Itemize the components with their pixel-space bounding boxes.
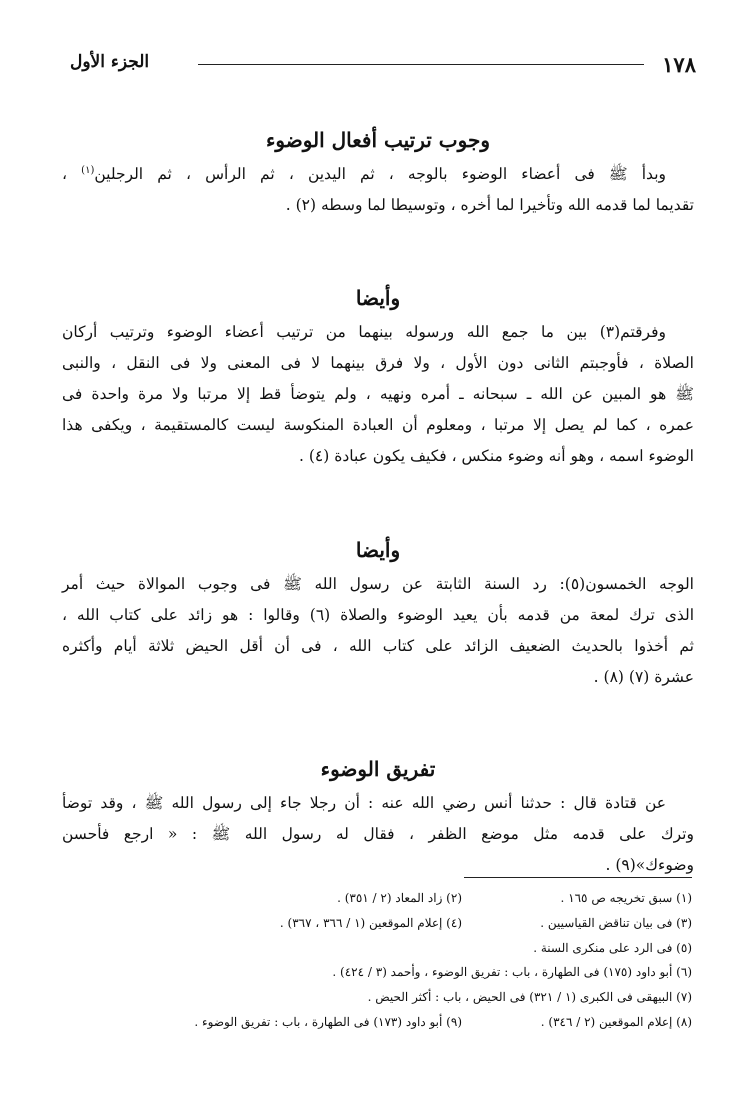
footnote-row [60,886,692,911]
footnote-row [60,911,692,936]
footnote: (١) سبق تخريجه ص ١٦٥ . [560,891,692,905]
text-line: وضوءك»(٩) . [605,856,694,874]
text-line: الصلاة ، فأوجبتم الثانى دون الأول ، ولا فرق بينهما لا فى المعنى ولا فى النقل ، والنبى [62,354,694,372]
text-line: وترك على قدمه مثل موضع الظفر ، فقال له رسول الله ﷺ : « ارجع فأحسن [62,825,694,843]
section-title: تفريق الوضوء [320,757,436,781]
footnote-row [60,1010,692,1035]
running-header [70,52,696,76]
section-also-2 [62,535,694,693]
paragraph [62,159,694,221]
footnote: (٢) زاد المعاد (٢ / ٣٥١) . [337,891,462,905]
footnote: (٣) فى بيان تناقض القياسيين . [540,915,692,930]
page-number: ١٧٨ [662,52,696,77]
footnote: (٤) إعلام الموقعين (١ / ٣٦٦ ، ٣٦٧) . [279,915,462,930]
footnotes [60,886,692,1035]
paragraph [62,317,694,472]
section-title: وأيضا [355,538,401,562]
section-separating-ablution [62,754,694,881]
text-line: ثم أخذوا بالحديث الضعيف الزائد على كتاب الله ، فى أن أقل الحيض ثلاثة أيام وأكثره [62,637,694,655]
header-rule [198,64,644,65]
text-line: عمره ، كما لم يصل إلا مرتبا ، ومعلوم أن العبادة المنكوسة ليست كالمستقيمة ، ويكفى هذا [62,416,694,434]
footnote-ref: (٢) [295,196,317,214]
footnote: (٧) البيهقى فى الكبرى (١ / ٣٢١) فى الحيض ، باب : أكثر الحيض . [367,990,692,1005]
text-line: الوجه الخمسون(٥): رد السنة الثابتة عن رسول الله ﷺ فى وجوب الموالاة حيث أمر [62,575,694,593]
text-line: تقديما لما قدمه الله وتأخيرا لما أخره ، وتوسيطا لما وسطه (٢) . [285,196,694,214]
footnote: (٩) أبو داود (١٧٣) فى الطهارة ، باب : تفريق الوضوء . [194,1014,462,1029]
paragraph [62,788,694,881]
volume-title: الجزء الأول [70,52,150,72]
section-also-1 [62,283,694,472]
footnote-ref: (١) [81,164,95,176]
text-line: الذى ترك لمعة من قدمه بأن يعيد الوضوء والصلاة (٦) وقالوا : هو زائد على كتاب الله ، [62,606,694,624]
footnote-rule [464,877,692,878]
section-title: وأيضا [355,286,401,310]
footnote: (٨) إعلام الموقعين (٢ / ٣٤٦) . [540,1014,692,1029]
footnote: (٦) أبو داود (١٧٥) فى الطهارة ، باب : تفريق الوضوء ، وأحمد (٣ / ٤٢٤) . [332,965,692,980]
text-line: وبدأ ﷺ فى أعضاء الوضوء بالوجه ، ثم اليدين ، ثم الرأس ، ثم الرجلين$^{(١)}$ ، [62,164,666,183]
text-line: ﷺ هو المبين عن الله ـ سبحانه ـ أمره ونهيه ، ولم يتوضأ قط إلا مرتبا ولا مرة واحدة فى [62,385,694,403]
section-order-of-ablution [62,125,694,221]
text-line: وفرقتم(٣) بين ما جمع الله ورسوله بينهما من ترتيب أعضاء الوضوء وترتيب أركان [62,323,666,341]
text-line: عشرة (٧) (٨) . [593,668,694,686]
paragraph [62,569,694,693]
footnote: (٥) فى الرد على منكرى السنة . [533,940,692,955]
text-line: الوضوء اسمه ، وهو أنه وضوء منكس ، فكيف يكون عبادة (٤) . [298,447,694,465]
section-title: وجوب ترتيب أفعال الوضوء [265,128,490,152]
text-line: عن قتادة قال : حدثنا أنس رضي الله عنه : أن رجلا جاء إلى رسول الله ﷺ ، وقد توضأ [62,794,666,812]
